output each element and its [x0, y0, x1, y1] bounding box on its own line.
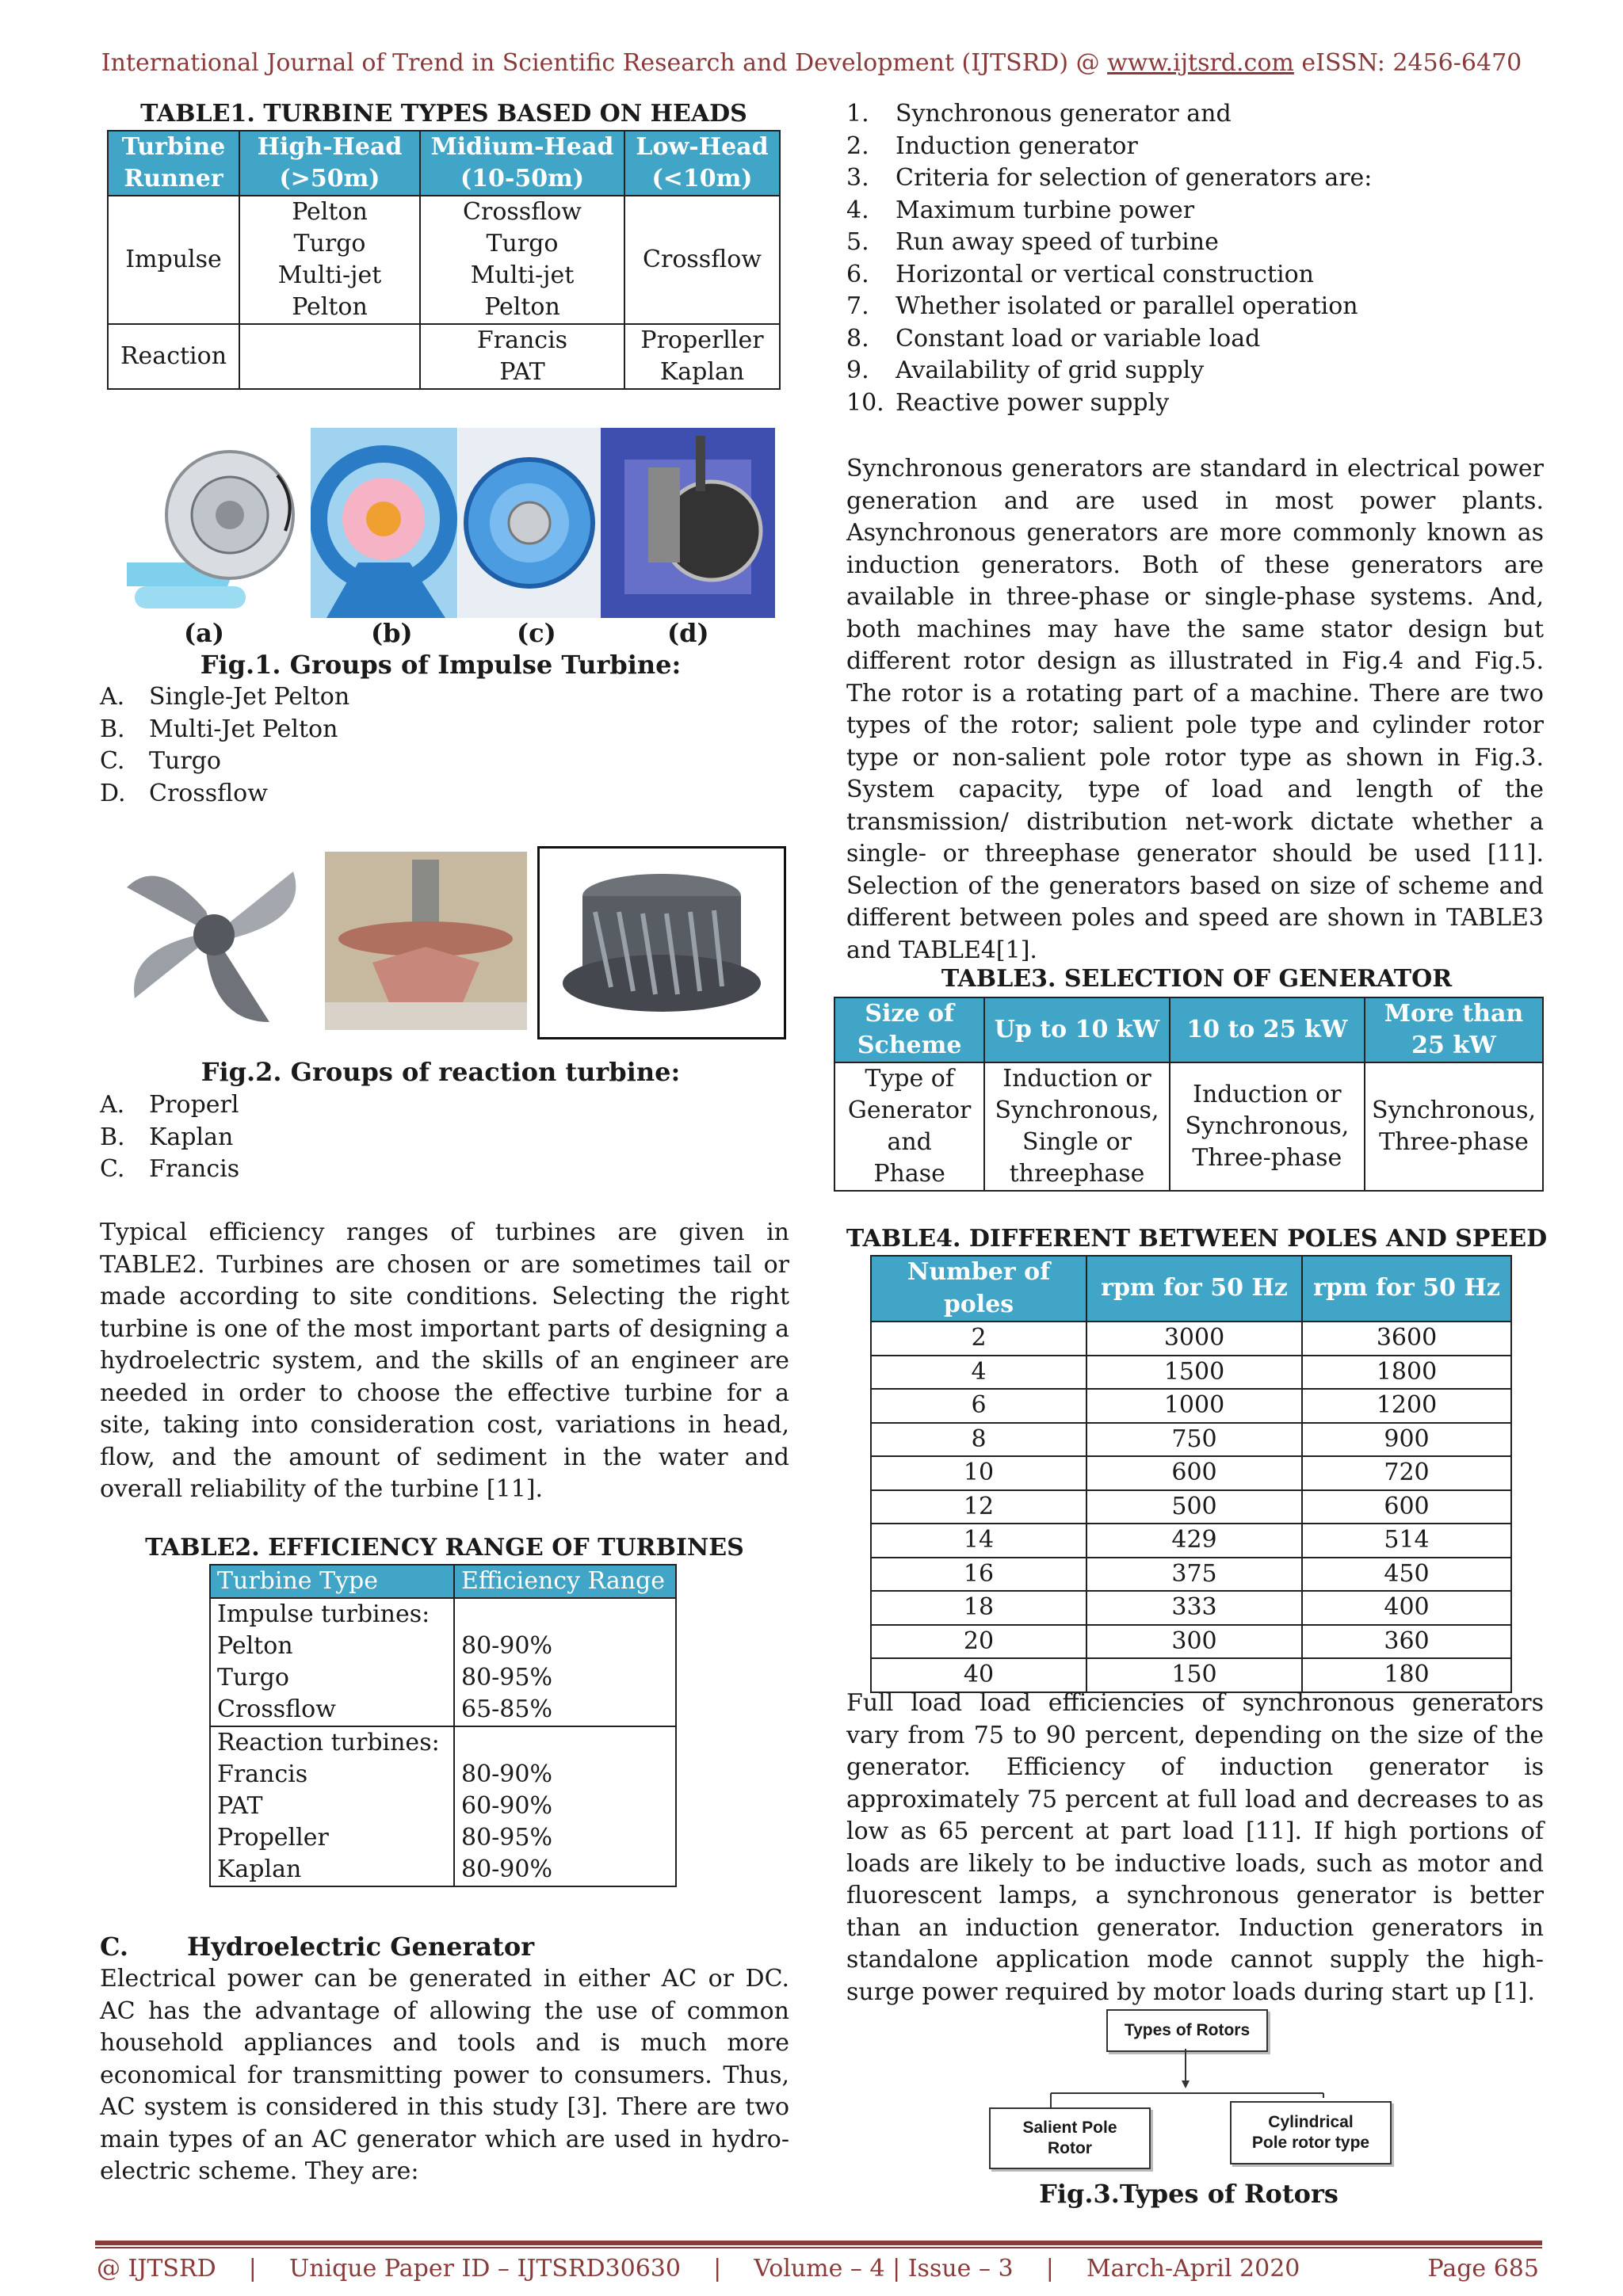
page-footer [97, 2255, 1539, 2283]
table4-cell: 2 [871, 1322, 1086, 1356]
table3-header: 10 to 25 kW [1170, 997, 1365, 1062]
footer-paper-id: Unique Paper ID – IJTSRD30630 [288, 2255, 681, 2283]
table4-cell: 500 [1086, 1490, 1302, 1524]
table3-cell: Synchronous, Three-phase [1365, 1062, 1543, 1191]
table1-cell: Crossflow [624, 196, 780, 324]
table4-cell: 514 [1302, 1524, 1511, 1558]
table-row [871, 1625, 1511, 1659]
table4-header: rpm for 50 Hz [1302, 1256, 1511, 1322]
table-row [871, 1558, 1511, 1592]
table4-cell: 720 [1302, 1456, 1511, 1490]
table1-caption: TABLE1. TURBINE TYPES BASED ON HEADS [140, 100, 747, 128]
table4-cell: 750 [1086, 1423, 1302, 1457]
table4-cell: 3000 [1086, 1322, 1302, 1356]
list-item: 10. Reactive power supply [846, 388, 1170, 417]
footer-separator: | [713, 2255, 722, 2283]
table4-cell: 1800 [1302, 1356, 1511, 1390]
list-item: D. Crossflow [100, 779, 268, 807]
table-row [871, 1356, 1511, 1390]
table-row [871, 1524, 1511, 1558]
table4-body [871, 1322, 1511, 1692]
footer-date: March-April 2020 [1086, 2255, 1300, 2283]
section-c-heading: C. Hydroelectric Generator [100, 1932, 535, 1962]
footer-divider-thin [95, 2247, 1542, 2248]
list-item: 2. Induction generator [846, 132, 1138, 160]
table4-cell: 600 [1086, 1456, 1302, 1490]
footer-separator: | [1045, 2255, 1054, 2283]
table1-cell [239, 324, 420, 389]
table1-cell: Crossflow Turgo Multi-jet Pelton [420, 196, 624, 324]
table4-cell: 4 [871, 1356, 1086, 1390]
table4-cell: 10 [871, 1456, 1086, 1490]
journal-url-link[interactable]: www.ijtsrd.com [1107, 49, 1294, 77]
crossflow-turbine-image [601, 428, 775, 618]
kaplan-turbine-image [325, 852, 527, 1030]
table1-cell: Pelton Turgo Multi-jet Pelton [239, 196, 420, 324]
table2-header: Efficiency Range [454, 1565, 676, 1598]
table4-cell: 6 [871, 1389, 1086, 1423]
table3-cell: Type of Generator and Phase [834, 1062, 984, 1191]
list-item: B. Multi-Jet Pelton [100, 715, 338, 743]
generator-criteria-list [846, 98, 1544, 419]
table-row [871, 1591, 1511, 1625]
table4-cell: 14 [871, 1524, 1086, 1558]
table4-cell: 1500 [1086, 1356, 1302, 1390]
table4 [870, 1255, 1512, 1693]
table-row [871, 1389, 1511, 1423]
table1 [107, 130, 781, 390]
table4-cell: 429 [1086, 1524, 1302, 1558]
list-item: 7. Whether isolated or parallel operation [846, 292, 1358, 320]
list-item: 9. Availability of grid supply [846, 357, 1205, 384]
table4-cell: 1000 [1086, 1389, 1302, 1423]
table1-cell: Reaction [108, 324, 239, 389]
fig1-list [100, 681, 781, 810]
list-item: 1. Synchronous generator and [846, 100, 1232, 128]
pelton-turbine-image [127, 428, 309, 618]
table4-cell: 18 [871, 1591, 1086, 1625]
table3-cell: Induction or Synchronous, Three-phase [1170, 1062, 1365, 1191]
table4-cell: 333 [1086, 1591, 1302, 1625]
table4-cell: 8 [871, 1423, 1086, 1457]
table1-cell: Francis PAT [420, 324, 624, 389]
table1-header: Turbine Runner [108, 131, 239, 196]
table3-header: More than 25 kW [1365, 997, 1543, 1062]
table2: Turbine Type Efficiency Range Impulse turbines: Pelton Turgo Crossflow 80-90% 80-95% 65-85% Reaction turbines: Francis PAT Propeller Kaplan 80-90% 60-90% 80-95% 80-90% [209, 1564, 677, 1887]
list-item: 6. Horizontal or vertical construction [846, 260, 1315, 288]
table4-cell: 400 [1302, 1591, 1511, 1625]
list-item: B. Kaplan [100, 1123, 234, 1151]
table-row [871, 1322, 1511, 1356]
table1-cell: Impulse [108, 196, 239, 324]
footer-volume: Volume – 4 | Issue – 3 [754, 2255, 1014, 2283]
fig2-list [100, 1089, 781, 1186]
table4-cell: 20 [871, 1625, 1086, 1659]
fig3-caption: Fig.3.Types of Rotors [1039, 2179, 1338, 2209]
list-item: 5. Run away speed of turbine [846, 228, 1219, 256]
table3-header: Up to 10 kW [984, 997, 1169, 1062]
table4-cell: 16 [871, 1558, 1086, 1592]
table4-cell: 375 [1086, 1558, 1302, 1592]
salient-pole-rotor-box: Salient Pole Rotor [989, 2107, 1151, 2169]
table-row [871, 1456, 1511, 1490]
list-item: 3. Criteria for selection of generators are: [846, 164, 1373, 192]
fig1-label-a: (a) [184, 618, 225, 648]
fig1-label-c: (c) [517, 618, 556, 648]
multi-jet-pelton-image [311, 428, 457, 618]
table4-cell: 180 [1302, 1658, 1511, 1692]
list-item: 8. Constant load or variable load [846, 324, 1261, 353]
footer-divider [95, 2241, 1542, 2245]
rotor-types-box: Types of Rotors [1106, 2009, 1268, 2052]
table3-cell: Induction or Synchronous, Single or threephase [984, 1062, 1169, 1191]
table1-header: Low-Head (<10m) [624, 131, 780, 196]
table1-header: Midium-Head (10-50m) [420, 131, 624, 196]
fig1-label-b: (b) [371, 618, 413, 648]
efficiency-generators-paragraph: Full load load efficiencies of synchronous generators vary from 75 to 90 percent, depending on the size of the generator. Efficiency of induction generator is approximately 75 percent at full load and decreases to as low as 65 percent at part load [11]. If high portions of loads are likely to be inductive loads, such as motor and fluorescent lamps, a synchronous generator is better than an induction generator. Induction generators in standalone application mode cannot supply the high-surge power required by motor loads during start up [1]. [846, 1689, 1544, 2006]
propeller-runner-image [111, 840, 319, 1030]
footer-separator: | [248, 2255, 257, 2283]
fig1-caption: Fig.1. Groups of Impulse Turbine: [200, 650, 682, 680]
table4-cell: 300 [1086, 1625, 1302, 1659]
section-c-paragraph: Electrical power can be generated in either AC or DC. AC has the advantage of allowing the use of common household appliances and tools and is much more economical for transmitting power to consumers. Thus, AC system is considered in this study [3]. There are two main types of an AC generator which are used in hydro-electric scheme. They are: [100, 1965, 789, 2185]
list-item: C. Turgo [100, 747, 221, 775]
efficiency-paragraph: Typical efficiency ranges of turbines are given in TABLE2. Turbines are chosen or are sometimes tail or made according to site conditions. Selecting the right turbine is one of the most important parts of designing a hydroelectric system, and the skills of an engineer are needed in order to choose the effective turbine for a site, taking into consideration cost, variations in head, flow, and the amount of sediment in the water and overall reliability of the turbine [11]. [100, 1219, 789, 1503]
fig2-caption: Fig.2. Groups of reaction turbine: [200, 1057, 681, 1087]
footer-journal: @ IJTSRD [97, 2255, 216, 2283]
list-item: A. Properl [100, 1091, 239, 1119]
generators-paragraph: Synchronous generators are standard in electrical power generation and are used in most power plants. Asynchronous generators are more commonly known as induction generators. Both of these generators are available in three-phase or single-phase systems. And, both machines may have the same stator design but different rotor design as illustrated in Fig.4 and Fig.5. The rotor is a rotating part of a machine. There are two types of the rotor; salient pole type and cylinder rotor type or non-salient pole rotor type as shown in Fig.3. System capacity, type of load and length of the transmission/ distribution net-work dictate whether a single- or threephase generator should be used [11]. Selection of the generators based on size of scheme and different between poles and speed are shown in TABLE3 and TABLE4[1]. [846, 455, 1544, 964]
table4-cell: 1200 [1302, 1389, 1511, 1423]
table3-header: Size of Scheme [834, 997, 984, 1062]
table4-caption: TABLE4. DIFFERENT BETWEEN POLES AND SPEED [846, 1225, 1548, 1253]
table4-cell: 40 [871, 1658, 1086, 1692]
table4-cell: 12 [871, 1490, 1086, 1524]
table-row [871, 1423, 1511, 1457]
table1-cell: Properller Kaplan [624, 324, 780, 389]
table4-cell: 600 [1302, 1490, 1511, 1524]
table2-header: Turbine Type [210, 1565, 454, 1598]
table4-cell: 150 [1086, 1658, 1302, 1692]
turgo-runner-image [458, 428, 601, 618]
list-item: 4. Maximum turbine power [846, 196, 1195, 224]
table4-cell: 450 [1302, 1558, 1511, 1592]
fig1-label-d: (d) [667, 618, 709, 648]
table4-cell: 360 [1302, 1625, 1511, 1659]
list-item: A. Single-Jet Pelton [100, 683, 350, 711]
table-row [871, 1490, 1511, 1524]
journal-header: International Journal of Trend in Scientific Research and Development (IJTSRD) @ www.ijtsrd.com eISSN: 2456-6470 [101, 49, 1522, 77]
cylindrical-rotor-box: Cylindrical Pole rotor type [1230, 2101, 1392, 2164]
table3-caption: TABLE3. SELECTION OF GENERATOR [941, 965, 1453, 993]
table4-cell: 3600 [1302, 1322, 1511, 1356]
table4-cell: 900 [1302, 1423, 1511, 1457]
footer-page: Page 685 [1427, 2255, 1539, 2283]
table2-caption: TABLE2. EFFICIENCY RANGE OF TURBINES [145, 1534, 744, 1562]
table4-header: rpm for 50 Hz [1086, 1256, 1302, 1322]
table4-header: Number of poles [871, 1256, 1086, 1322]
table3 [834, 997, 1544, 1192]
francis-runner-image [537, 846, 786, 1039]
table1-header: High-Head (>50m) [239, 131, 420, 196]
list-item: C. Francis [100, 1155, 240, 1183]
